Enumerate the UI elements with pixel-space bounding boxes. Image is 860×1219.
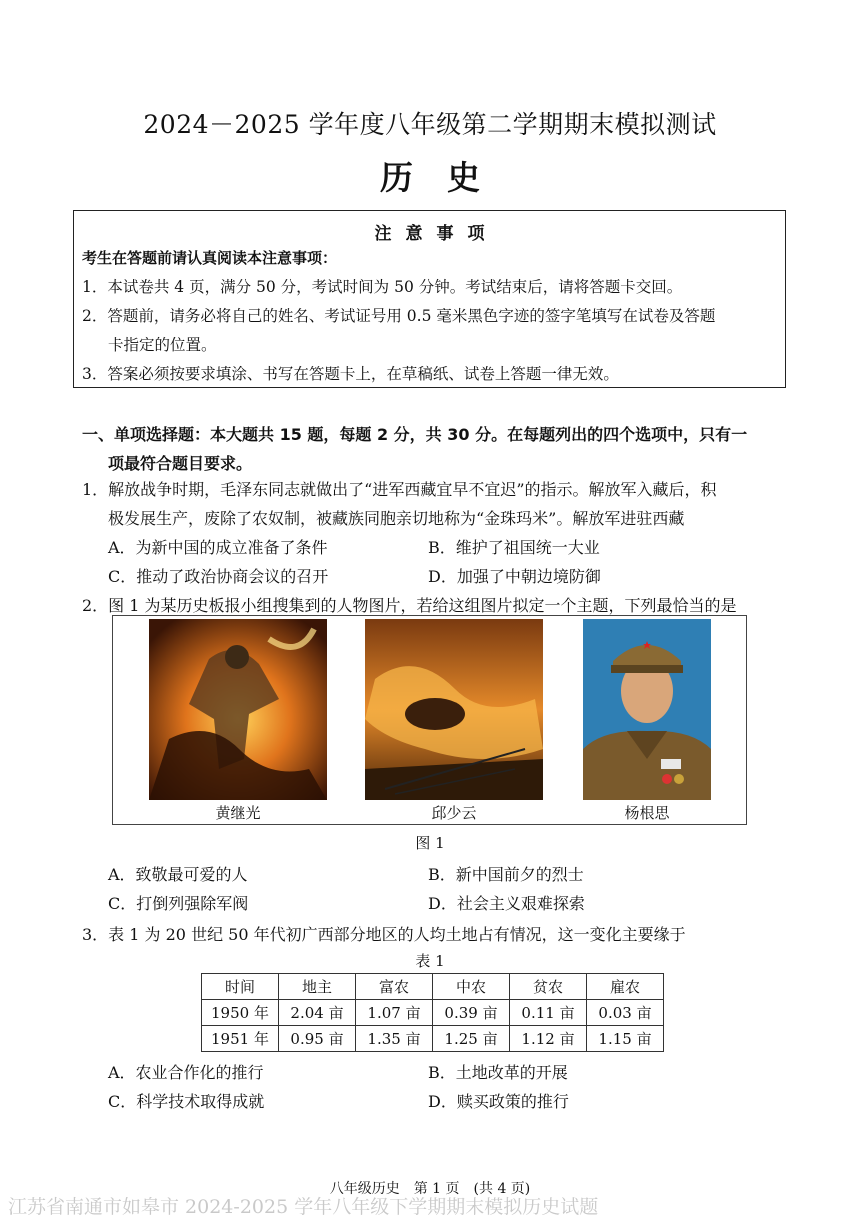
section-heading (82, 420, 782, 478)
notice-box (73, 210, 786, 388)
photo-huang-jiguang (149, 619, 327, 800)
table-cell: 0.11 亩 (510, 1000, 587, 1026)
notice-item-1: 1．本试卷共 4 页，满分 50 分，考试时间为 50 分钟。考试结束后，请将答题卡交回。 (82, 278, 683, 296)
table-cell: 2.04 亩 (279, 1000, 356, 1026)
q1-option-b[interactable]: B．维护了祖国统一大业 (428, 538, 600, 557)
section-heading-line2: 项最符合题目要求。 (108, 454, 253, 473)
photo-qiu-shaoyun (365, 619, 543, 800)
table-cell: 0.95 亩 (279, 1026, 356, 1052)
table-cell: 1950 年 (202, 1000, 279, 1026)
q2-option-c[interactable]: C．打倒列强除军阀 (108, 894, 249, 913)
q1-stem-line2: 极发展生产，废除了农奴制，被藏族同胞亲切地称为“金珠玛米”。解放军进驻西藏 (108, 509, 685, 528)
q1-stem-line1: 1．解放战争时期，毛泽东同志就做出了“进军西藏宜早不宜迟”的指示。解放军入藏后，积 (82, 480, 717, 499)
table-header-cell: 时间 (202, 974, 279, 1000)
table-header-cell: 贫农 (510, 974, 587, 1000)
table-header-cell: 富农 (356, 974, 433, 1000)
q1-option-d[interactable]: D．加强了中朝边境防御 (428, 567, 601, 586)
page-footer: 八年级历史 第 1 页 (共 4 页) (329, 1181, 531, 1197)
notice-title: 注意事项 (374, 224, 499, 244)
q2-stem-line1: 2．图 1 为某历史板报小组搜集到的人物图片，若给这组图片拟定一个主题，下列最恰当的是 (82, 596, 737, 615)
table-cell: 1.15 亩 (587, 1026, 664, 1052)
table-cell: 1.25 亩 (433, 1026, 510, 1052)
notice-intro: 考生在答题前请认真阅读本注意事项： (82, 249, 338, 267)
figure-1-label: 图 1 (415, 834, 445, 852)
table-header-row (202, 974, 664, 1000)
q3-option-c[interactable]: C．科学技术取得成就 (108, 1092, 265, 1111)
q3-option-b[interactable]: B．土地改革的开展 (428, 1063, 568, 1082)
q2-option-d[interactable]: D．社会主义艰难探索 (428, 894, 585, 913)
table-1-title: 表 1 (415, 952, 445, 970)
q1-option-c[interactable]: C．推动了政治协商会议的召开 (108, 567, 329, 586)
caption-qiu-shaoyun: 邱少云 (431, 804, 477, 822)
q2-option-a[interactable]: A．致敬最可爱的人 (108, 865, 248, 884)
q3-option-a[interactable]: A．农业合作化的推行 (108, 1063, 264, 1082)
q3-option-d[interactable]: D．赎买政策的推行 (428, 1092, 569, 1111)
q3-stem-line1: 3．表 1 为 20 世纪 50 年代初广西部分地区的人均土地占有情况，这一变化主要缘于 (82, 925, 686, 944)
table-cell: 1.07 亩 (356, 1000, 433, 1026)
table-header-cell: 雇农 (587, 974, 664, 1000)
table-row (202, 1026, 664, 1052)
notice-item-2-cont: 卡指定的位置。 (108, 336, 217, 354)
table-cell: 1.12 亩 (510, 1026, 587, 1052)
caption-yang-gensi: 杨根思 (624, 804, 670, 822)
notice-item-2: 2．答题前，请务必将自己的姓名、考试证号用 0.5 毫米黑色字迹的签字笔填写在试卷及答题 (82, 307, 716, 325)
table-cell: 1951 年 (202, 1026, 279, 1052)
q2-option-b[interactable]: B．新中国前夕的烈士 (428, 865, 584, 884)
table-cell: 0.39 亩 (433, 1000, 510, 1026)
section-heading-line1: 一、单项选择题：本大题共 15 题，每题 2 分，共 30 分。在每题列出的四个选项中，只有一 (82, 425, 748, 444)
exam-title: 2024－2025 学年度八年级第二学期期末模拟测试 (143, 110, 717, 139)
notice-item-3: 3．答案必须按要求填涂、书写在答题卡上，在草稿纸、试卷上答题一律无效。 (82, 365, 619, 383)
photo-yang-gensi (583, 619, 711, 800)
table-row (202, 1000, 664, 1026)
watermark-text: 江苏省南通市如皋市 2024-2025 学年八年级下学期期末模拟历史试题 (8, 1196, 599, 1218)
table-header-cell: 中农 (433, 974, 510, 1000)
caption-huang-jiguang: 黄继光 (215, 804, 261, 822)
q1-option-a[interactable]: A．为新中国的成立准备了条件 (108, 538, 328, 557)
table-cell: 0.03 亩 (587, 1000, 664, 1026)
exam-subject: 历史 (380, 158, 514, 197)
table-header-cell: 地主 (279, 974, 356, 1000)
land-table (201, 973, 664, 1052)
table-cell: 1.35 亩 (356, 1026, 433, 1052)
figure-1-box (112, 615, 747, 825)
